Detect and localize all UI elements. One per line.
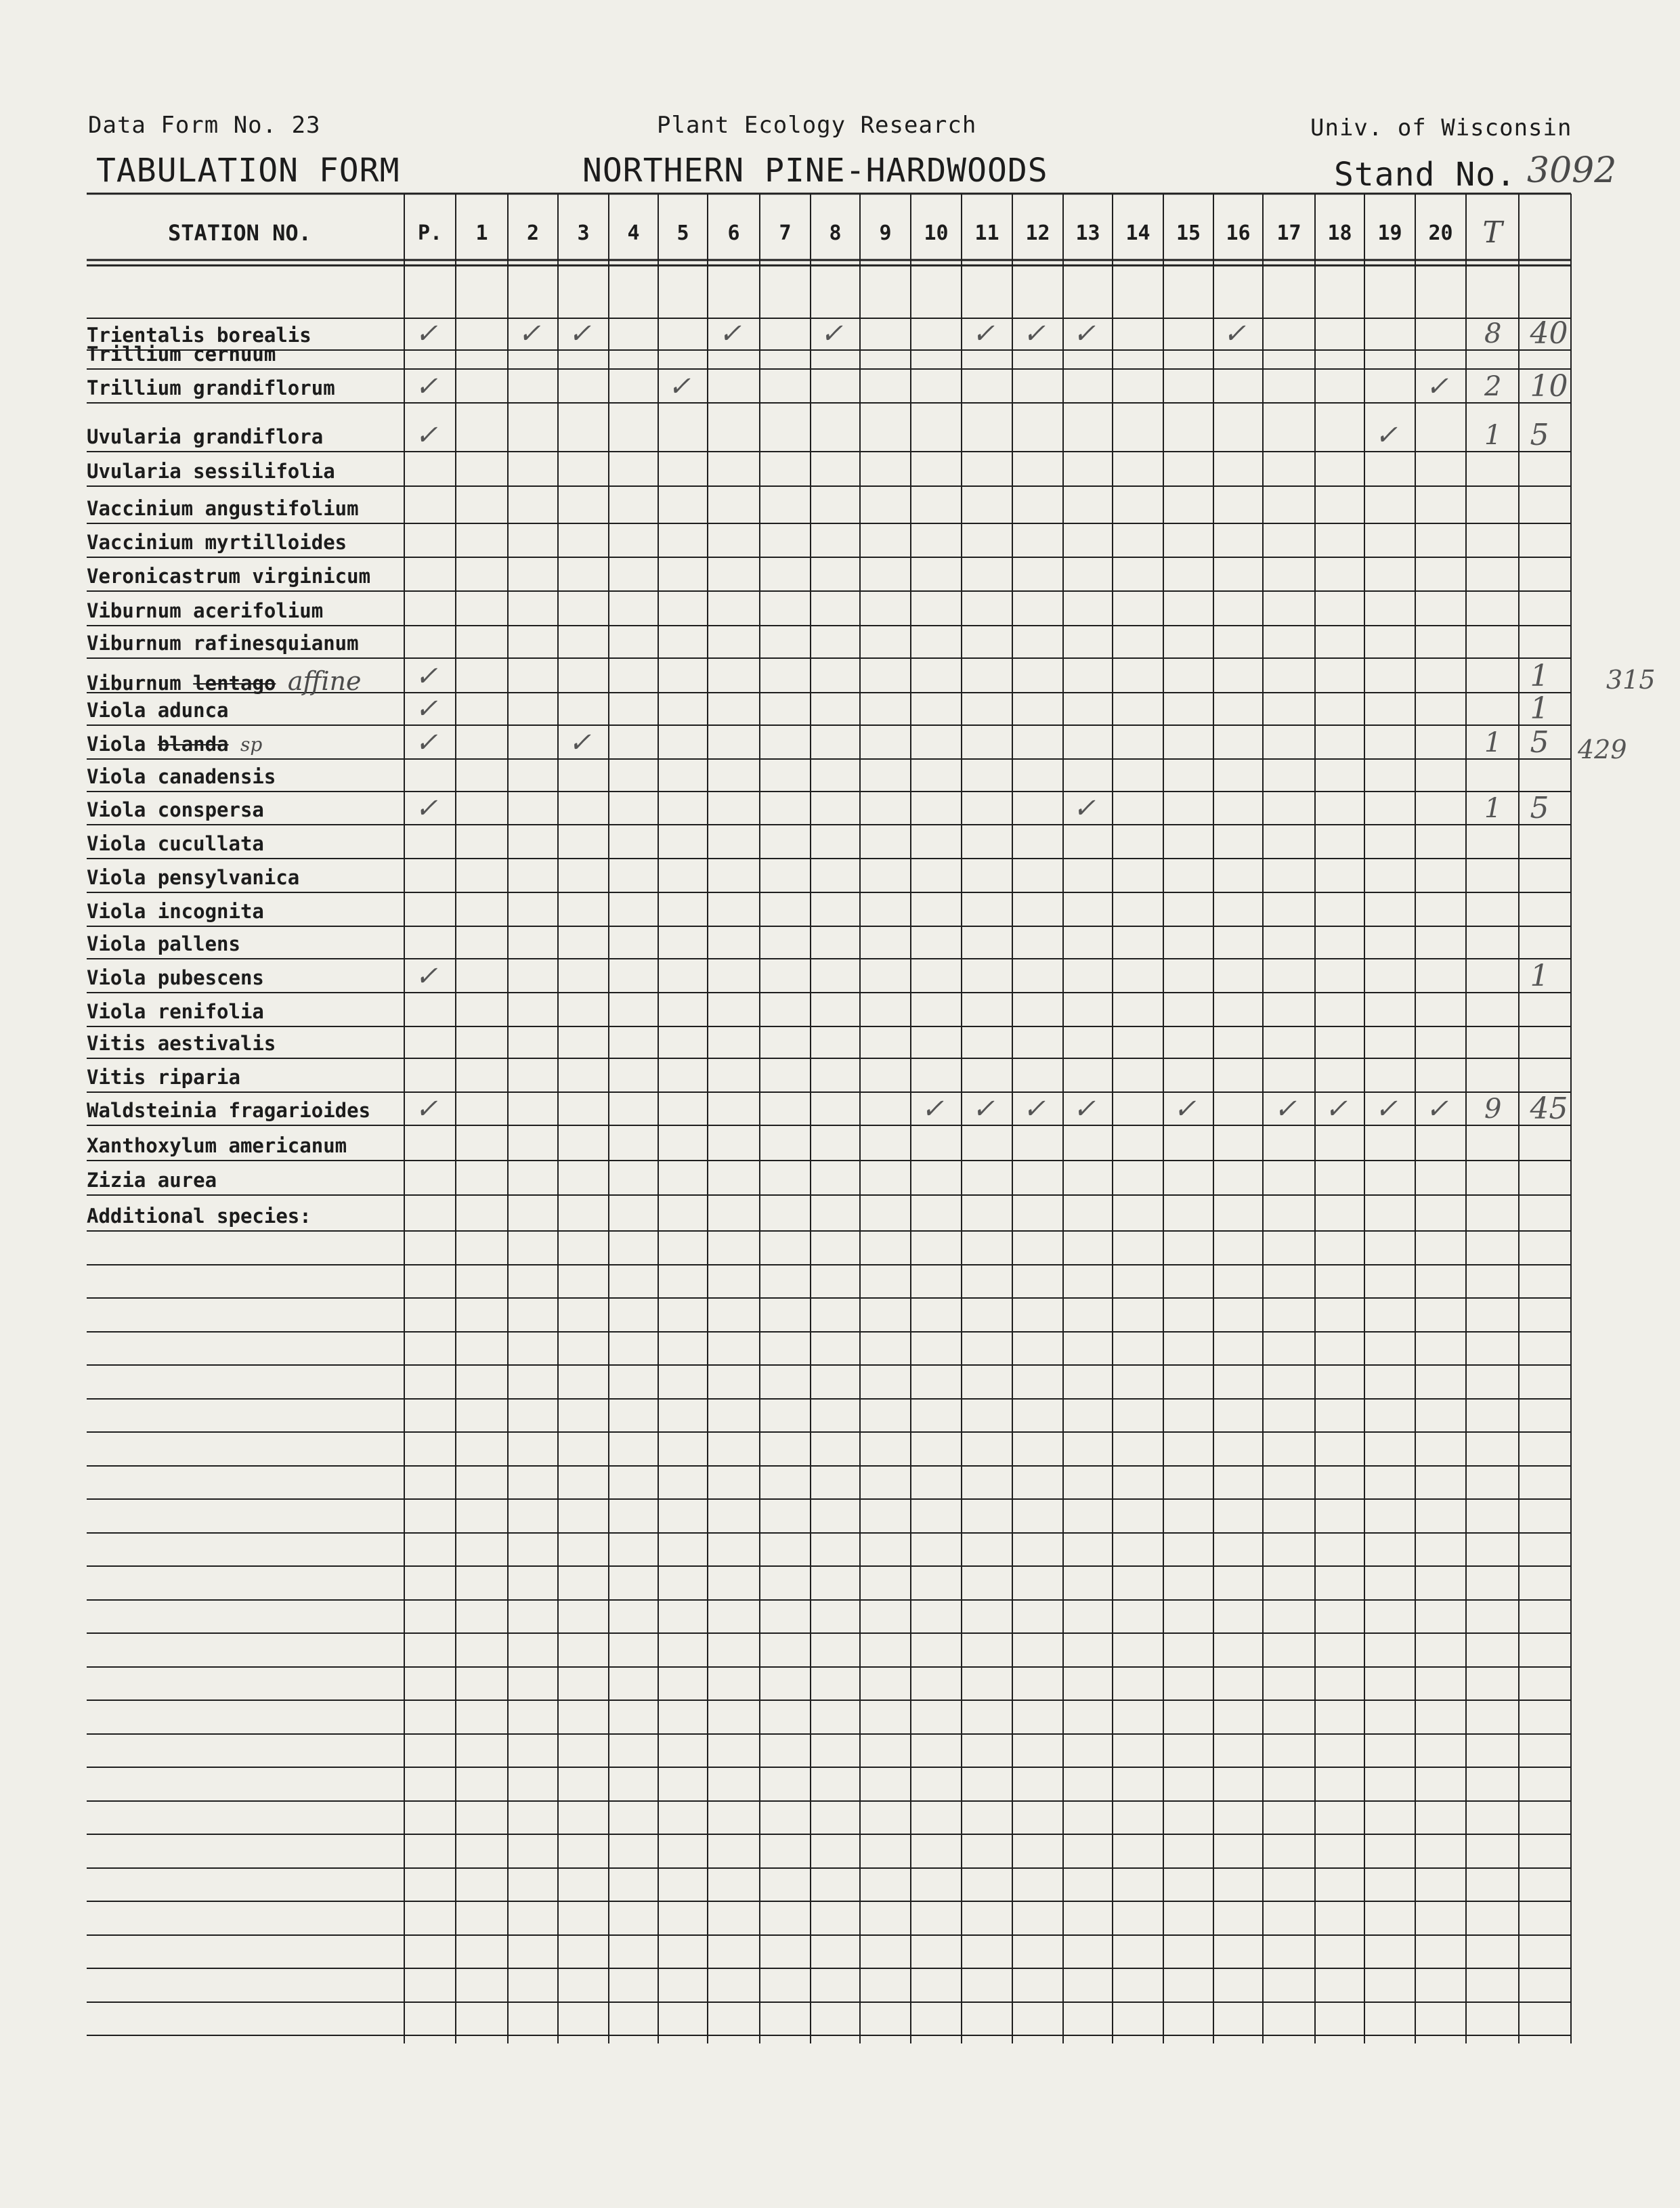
species-row-label <box>87 1136 347 1156</box>
total-count: 9 <box>1484 1094 1502 1125</box>
species-row-label <box>87 868 299 888</box>
check-mark-icon: ✓ <box>972 318 995 349</box>
handwritten-annotation: sp <box>240 733 263 756</box>
species-row-label <box>87 968 264 988</box>
species-name: Zizia aurea <box>87 1169 217 1192</box>
column-header-13: 13 <box>1075 221 1100 245</box>
species-row-label <box>87 701 229 720</box>
species-name: Additional species: <box>87 1205 311 1228</box>
handwritten-annotation: affine <box>287 666 362 696</box>
species-name: Viola <box>87 733 146 756</box>
species-name: Trientalis borealis <box>87 324 311 347</box>
species-name: Uvularia sessilifolia <box>87 460 335 483</box>
species-name: Viola renifolia <box>87 1000 264 1023</box>
species-name: Viola pensylvanica <box>87 866 300 889</box>
species-name: Waldsteinia fragarioides <box>87 1099 371 1122</box>
total-count: 2 <box>1484 371 1502 402</box>
total-count: 1 <box>1484 793 1502 824</box>
column-header-1: 1 <box>475 221 488 245</box>
check-mark-icon: ✓ <box>1073 793 1096 824</box>
species-row-label <box>87 1101 370 1121</box>
species-row-label <box>87 1002 264 1022</box>
check-mark-icon: ✓ <box>1274 1094 1297 1125</box>
check-mark-icon: ✓ <box>415 1094 438 1125</box>
column-header-2: 2 <box>526 221 540 245</box>
check-mark-icon: ✓ <box>415 727 438 758</box>
frequency-value: 1 <box>1530 959 1549 993</box>
check-mark-icon: ✓ <box>415 961 438 992</box>
check-mark-icon: ✓ <box>820 318 844 349</box>
station-number-label: STATION NO. <box>168 220 311 246</box>
species-row-label <box>87 735 262 754</box>
column-header-12: 12 <box>1025 221 1050 245</box>
frequency-value: 40 <box>1530 316 1568 351</box>
total-count: 1 <box>1484 727 1502 758</box>
column-header-10: 10 <box>924 221 949 245</box>
species-row-label <box>87 601 323 621</box>
column-header-18: 18 <box>1327 221 1352 245</box>
check-mark-icon: ✓ <box>1022 318 1046 349</box>
frequency-value: 5 <box>1530 725 1549 760</box>
stand-number: 3092 <box>1527 150 1617 191</box>
check-mark-icon: ✓ <box>1073 318 1096 349</box>
column-header-5: 5 <box>676 221 689 245</box>
form-number: Data Form No. 23 <box>88 112 321 139</box>
margin-note: 429 <box>1578 735 1627 764</box>
species-row-label <box>87 834 264 854</box>
frequency-value: 1 <box>1530 659 1549 693</box>
species-name: Vitis aestivalis <box>87 1032 276 1055</box>
species-row-label <box>87 1034 276 1054</box>
species-name: Trillium cernuum <box>87 343 276 366</box>
column-header-20: 20 <box>1428 221 1453 245</box>
species-name: Xanthoxylum americanum <box>87 1134 347 1157</box>
column-header-17: 17 <box>1276 221 1301 245</box>
species-name: Viola pallens <box>87 932 240 955</box>
margin-note: 315 <box>1606 665 1656 695</box>
struck-species-epithet: lentago <box>193 672 276 695</box>
column-header-19: 19 <box>1377 221 1402 245</box>
frequency-value: 1 <box>1530 691 1549 726</box>
species-name: Viburnum rafinesquianum <box>87 632 359 655</box>
total-count: 1 <box>1484 420 1502 451</box>
check-mark-icon: ✓ <box>415 371 438 402</box>
column-header-6: 6 <box>727 221 740 245</box>
struck-species-epithet: blanda <box>157 733 229 756</box>
species-row-label <box>87 345 276 364</box>
species-row-label <box>87 378 335 398</box>
column-header-8: 8 <box>829 221 842 245</box>
species-name: Viola pubescens <box>87 966 264 989</box>
species-row-label <box>87 934 240 954</box>
column-header-P.: P. <box>417 221 443 245</box>
species-name: Veronicastrum virginicum <box>87 565 371 588</box>
organization: Plant Ecology Research <box>657 112 977 139</box>
species-name: Viola canadensis <box>87 765 276 788</box>
species-row-label <box>87 634 359 653</box>
frequency-value: 10 <box>1530 369 1568 404</box>
check-mark-icon: ✓ <box>1425 1094 1449 1125</box>
check-mark-icon: ✓ <box>1375 1094 1398 1125</box>
column-header-15: 15 <box>1176 221 1201 245</box>
check-mark-icon: ✓ <box>415 693 438 724</box>
species-row-label <box>87 1171 217 1190</box>
species-name: Viburnum <box>87 672 181 695</box>
species-name: Vaccinium angustifolium <box>87 497 359 520</box>
check-mark-icon: ✓ <box>972 1094 995 1125</box>
column-header-14: 14 <box>1125 221 1150 245</box>
frequency-value: 45 <box>1530 1091 1568 1126</box>
species-row-label <box>87 427 323 447</box>
species-name: Viola conspersa <box>87 798 264 821</box>
stand-label: Stand No. <box>1334 156 1517 194</box>
check-mark-icon: ✓ <box>1375 420 1398 451</box>
check-mark-icon: ✓ <box>568 318 592 349</box>
check-mark-icon: ✓ <box>415 661 438 692</box>
species-row-label <box>87 1207 311 1226</box>
check-mark-icon: ✓ <box>518 318 541 349</box>
species-row-label <box>87 462 335 481</box>
species-name: Viola cucullata <box>87 832 264 855</box>
check-mark-icon: ✓ <box>415 420 438 451</box>
university: Univ. of Wisconsin <box>1310 114 1572 142</box>
species-name: Vaccinium myrtilloides <box>87 531 347 554</box>
check-mark-icon: ✓ <box>415 793 438 824</box>
species-row-label <box>87 1068 240 1087</box>
species-row-label <box>87 499 359 519</box>
species-row-label <box>87 533 347 553</box>
check-mark-icon: ✓ <box>568 727 592 758</box>
species-name: Viola adunca <box>87 699 229 722</box>
species-name: Vitis riparia <box>87 1066 240 1089</box>
frequency-value: 5 <box>1530 791 1549 825</box>
column-header-7: 7 <box>779 221 792 245</box>
check-mark-icon: ✓ <box>1022 1094 1046 1125</box>
check-mark-icon: ✓ <box>668 371 691 402</box>
species-row-label <box>87 668 362 694</box>
column-header-16: 16 <box>1226 221 1251 245</box>
column-header-9: 9 <box>879 221 892 245</box>
check-mark-icon: ✓ <box>415 318 438 349</box>
column-header-11: 11 <box>974 221 999 245</box>
species-row-label <box>87 800 264 820</box>
column-header-4: 4 <box>627 221 640 245</box>
species-row-label <box>87 767 276 787</box>
species-name: Viola incognita <box>87 900 264 923</box>
check-mark-icon: ✓ <box>718 318 742 349</box>
check-mark-icon: ✓ <box>1324 1094 1348 1125</box>
species-row-label <box>87 567 370 586</box>
species-row-label <box>87 902 264 922</box>
total-count: 8 <box>1484 318 1502 349</box>
check-mark-icon: ✓ <box>1073 1094 1096 1125</box>
column-header-T: T <box>1482 215 1503 250</box>
frequency-value: 5 <box>1530 418 1549 452</box>
check-mark-icon: ✓ <box>1173 1094 1197 1125</box>
form-title: TABULATION FORM <box>96 152 400 190</box>
check-mark-icon: ✓ <box>921 1094 945 1125</box>
species-name: Viburnum acerifolium <box>87 599 324 622</box>
species-name: Trillium grandiflorum <box>87 376 335 399</box>
column-header-3: 3 <box>577 221 590 245</box>
species-name: Uvularia grandiflora <box>87 425 324 448</box>
check-mark-icon: ✓ <box>1223 318 1247 349</box>
check-mark-icon: ✓ <box>1425 371 1449 402</box>
community-name: NORTHERN PINE-HARDWOODS <box>582 152 1048 190</box>
